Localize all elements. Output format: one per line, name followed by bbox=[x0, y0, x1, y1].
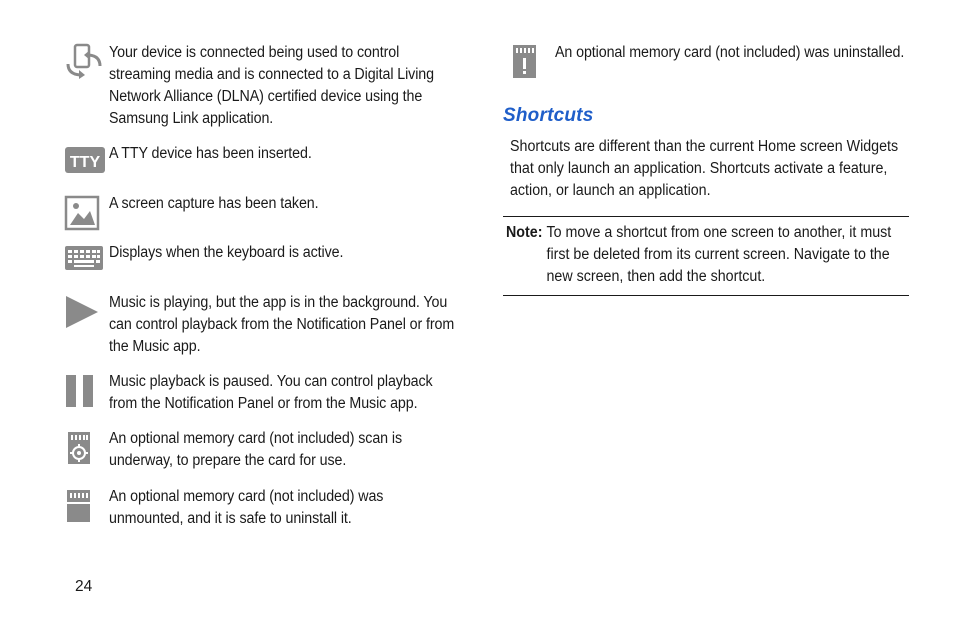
sd-card-scan-icon bbox=[64, 428, 104, 473]
note-bottom-rule bbox=[503, 295, 909, 296]
sd-card-uninstalled-icon bbox=[510, 42, 550, 87]
status-entry-text: Music is playing, but the app is in the background. You can control playback from the Notification Panel or from the Music app. bbox=[109, 294, 455, 355]
note-top-rule bbox=[503, 216, 909, 217]
play-icon bbox=[64, 292, 104, 337]
tty-icon bbox=[64, 143, 106, 180]
keyboard-icon bbox=[64, 242, 104, 277]
status-entry-text: A TTY device has been inserted. bbox=[109, 145, 312, 162]
status-entry-text: Your device is connected being used to control streaming media and is connected to a Digital Living Network Alliance (DLNA) certified device using the Samsung Link application. bbox=[109, 44, 434, 127]
note-label: Note: bbox=[506, 224, 543, 241]
sd-card-unmounted-icon bbox=[64, 486, 104, 531]
section-paragraph: Shortcuts are different than the current Home screen Widgets that only launch an application. Shortcuts activate a feature, action, or launch an application. bbox=[510, 138, 899, 199]
tty-icon-label: TTY bbox=[69, 154, 101, 171]
status-entry-text: An optional memory card (not included) scan is underway, to prepare the card for use. bbox=[109, 430, 403, 469]
section-heading: Shortcuts bbox=[503, 105, 594, 126]
status-entry-text: Music playback is paused. You can control playback from the Notification Panel or from the Music app. bbox=[109, 373, 433, 412]
status-entry-text: An optional memory card (not included) was unmounted, and it is safe to uninstall it. bbox=[109, 488, 384, 527]
status-entry-text: An optional memory card (not included) was uninstalled. bbox=[555, 44, 905, 61]
screenshot-icon bbox=[64, 193, 104, 236]
status-entry-text: Displays when the keyboard is active. bbox=[109, 244, 344, 261]
page-number: 24 bbox=[75, 578, 93, 595]
status-entry-text: A screen capture has been taken. bbox=[109, 195, 319, 212]
dlna-sync-icon bbox=[64, 42, 104, 85]
pause-icon bbox=[64, 371, 104, 416]
note-text: To move a shortcut from one screen to another, it must first be deleted from its current screen. Navigate to the new screen, then add the shortcut. bbox=[546, 224, 892, 285]
